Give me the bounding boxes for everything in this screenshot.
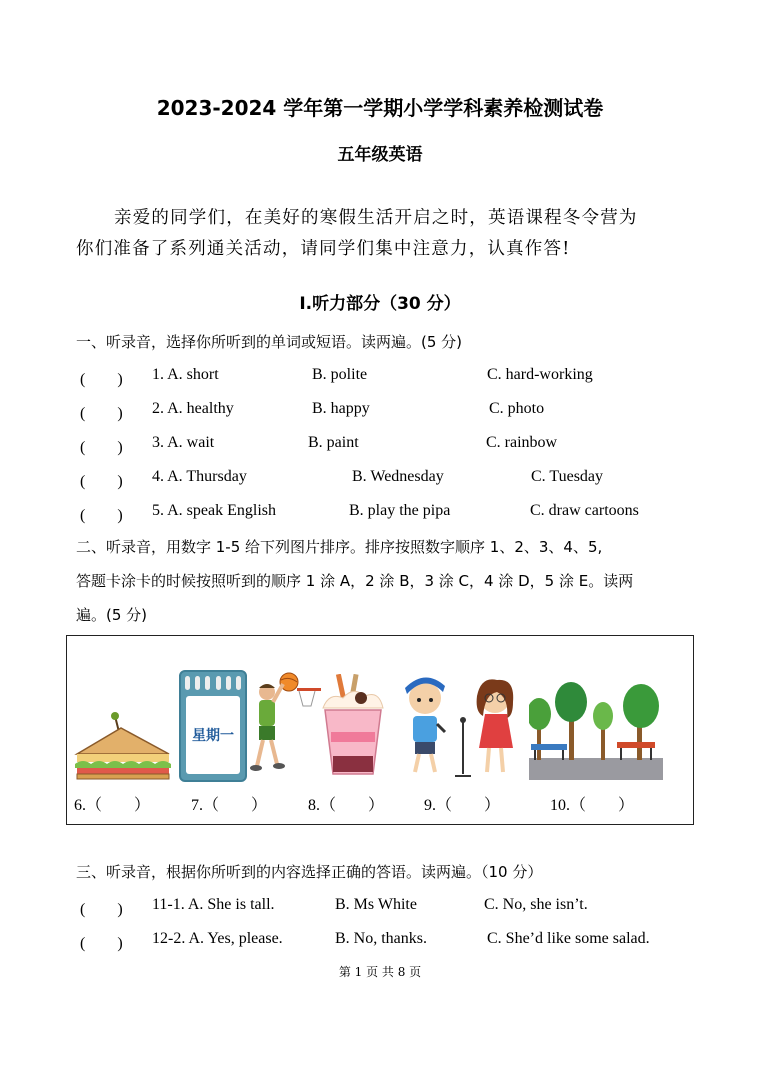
answer-blank[interactable]: ( ) xyxy=(80,473,123,490)
page-subtitle: 五年级英语 xyxy=(337,145,423,165)
option-c: C. rainbow xyxy=(486,434,558,451)
singing-children-image xyxy=(397,672,525,782)
section-3-heading: 三、听录音，根据你所听到的内容选择正确的答语。读两遍。（10 分） xyxy=(76,863,543,881)
option-c: C. hard-working xyxy=(487,366,593,383)
section-2-heading-line-1: 二、听录音，用数字 1-5 给下列图片排序。排序按照数字顺序 1、2、3、4、5, xyxy=(76,538,603,556)
option-b: B. No, thanks. xyxy=(335,930,427,947)
page-number: 第 1 页 共 8 页 xyxy=(338,965,422,979)
option-c: C. draw cartoons xyxy=(530,502,639,519)
option-b: B. paint xyxy=(308,434,359,451)
option-b: B. Ms White xyxy=(335,896,417,913)
picture-label-9[interactable]: 9.（ ） xyxy=(424,797,501,814)
picture-box xyxy=(66,635,694,825)
option-a: 2. A. healthy xyxy=(152,400,234,417)
option-b: B. play the pipa xyxy=(349,502,451,519)
picture-label-7[interactable]: 7.（ ） xyxy=(191,797,268,814)
section-2-heading-line-2: 答题卡涂卡的时候按照听到的顺序 1 涂 A，2 涂 B，3 涂 C，4 涂 D，5 涂 E。读两 xyxy=(76,572,634,590)
answer-blank[interactable]: ( ) xyxy=(80,371,123,388)
option-c: C. photo xyxy=(489,400,545,417)
calendar-rings-icon xyxy=(185,676,241,690)
answer-blank[interactable]: ( ) xyxy=(80,901,123,918)
option-a: 11-1. A. She is tall. xyxy=(152,896,275,913)
picture-label-10[interactable]: 10.（ ） xyxy=(550,797,635,814)
calendar-day-text: 星期一 xyxy=(192,728,234,744)
option-c: C. She’d like some salad. xyxy=(487,930,650,947)
option-a: 5. A. speak English xyxy=(152,502,276,519)
section-1-heading: 一、听录音，选择你所听到的单词或短语。读两遍。(5 分) xyxy=(76,333,463,351)
option-a: 3. A. wait xyxy=(152,434,215,451)
option-c: C. Tuesday xyxy=(531,468,604,485)
section-2-heading-line-3: 遍。(5 分) xyxy=(76,606,148,624)
option-a: 4. A. Thursday xyxy=(152,468,247,485)
answer-blank[interactable]: ( ) xyxy=(80,439,123,456)
picture-label-8[interactable]: 8.（ ） xyxy=(308,797,385,814)
intro-line-2: 你们准备了系列通关活动，请同学们集中注意力，认真作答! xyxy=(76,239,571,259)
picture-label-6[interactable]: 6.（ ） xyxy=(74,797,151,814)
answer-blank[interactable]: ( ) xyxy=(80,405,123,422)
part-title: Ⅰ.听力部分（30 分） xyxy=(299,294,461,314)
option-c: C. No, she isn’t. xyxy=(484,896,588,913)
option-b: B. Wednesday xyxy=(352,468,444,485)
calendar-image xyxy=(179,670,247,782)
park-image xyxy=(529,680,663,780)
option-a: 1. A. short xyxy=(152,366,219,383)
intro-line-1: 亲爱的同学们，在美好的寒假生活开启之时，英语课程冬令营为 xyxy=(114,208,638,228)
ice-cream-image xyxy=(315,674,391,780)
option-b: B. polite xyxy=(312,366,368,383)
basketball-player-image xyxy=(245,670,325,780)
option-a: 12-2. A. Yes, please. xyxy=(152,930,283,947)
option-b: B. happy xyxy=(312,400,370,417)
answer-blank[interactable]: ( ) xyxy=(80,935,123,952)
answer-blank[interactable]: ( ) xyxy=(80,507,123,524)
page-title: 2023-2024 学年第一学期小学学科素养检测试卷 xyxy=(156,96,604,120)
sandwich-image xyxy=(73,710,173,780)
